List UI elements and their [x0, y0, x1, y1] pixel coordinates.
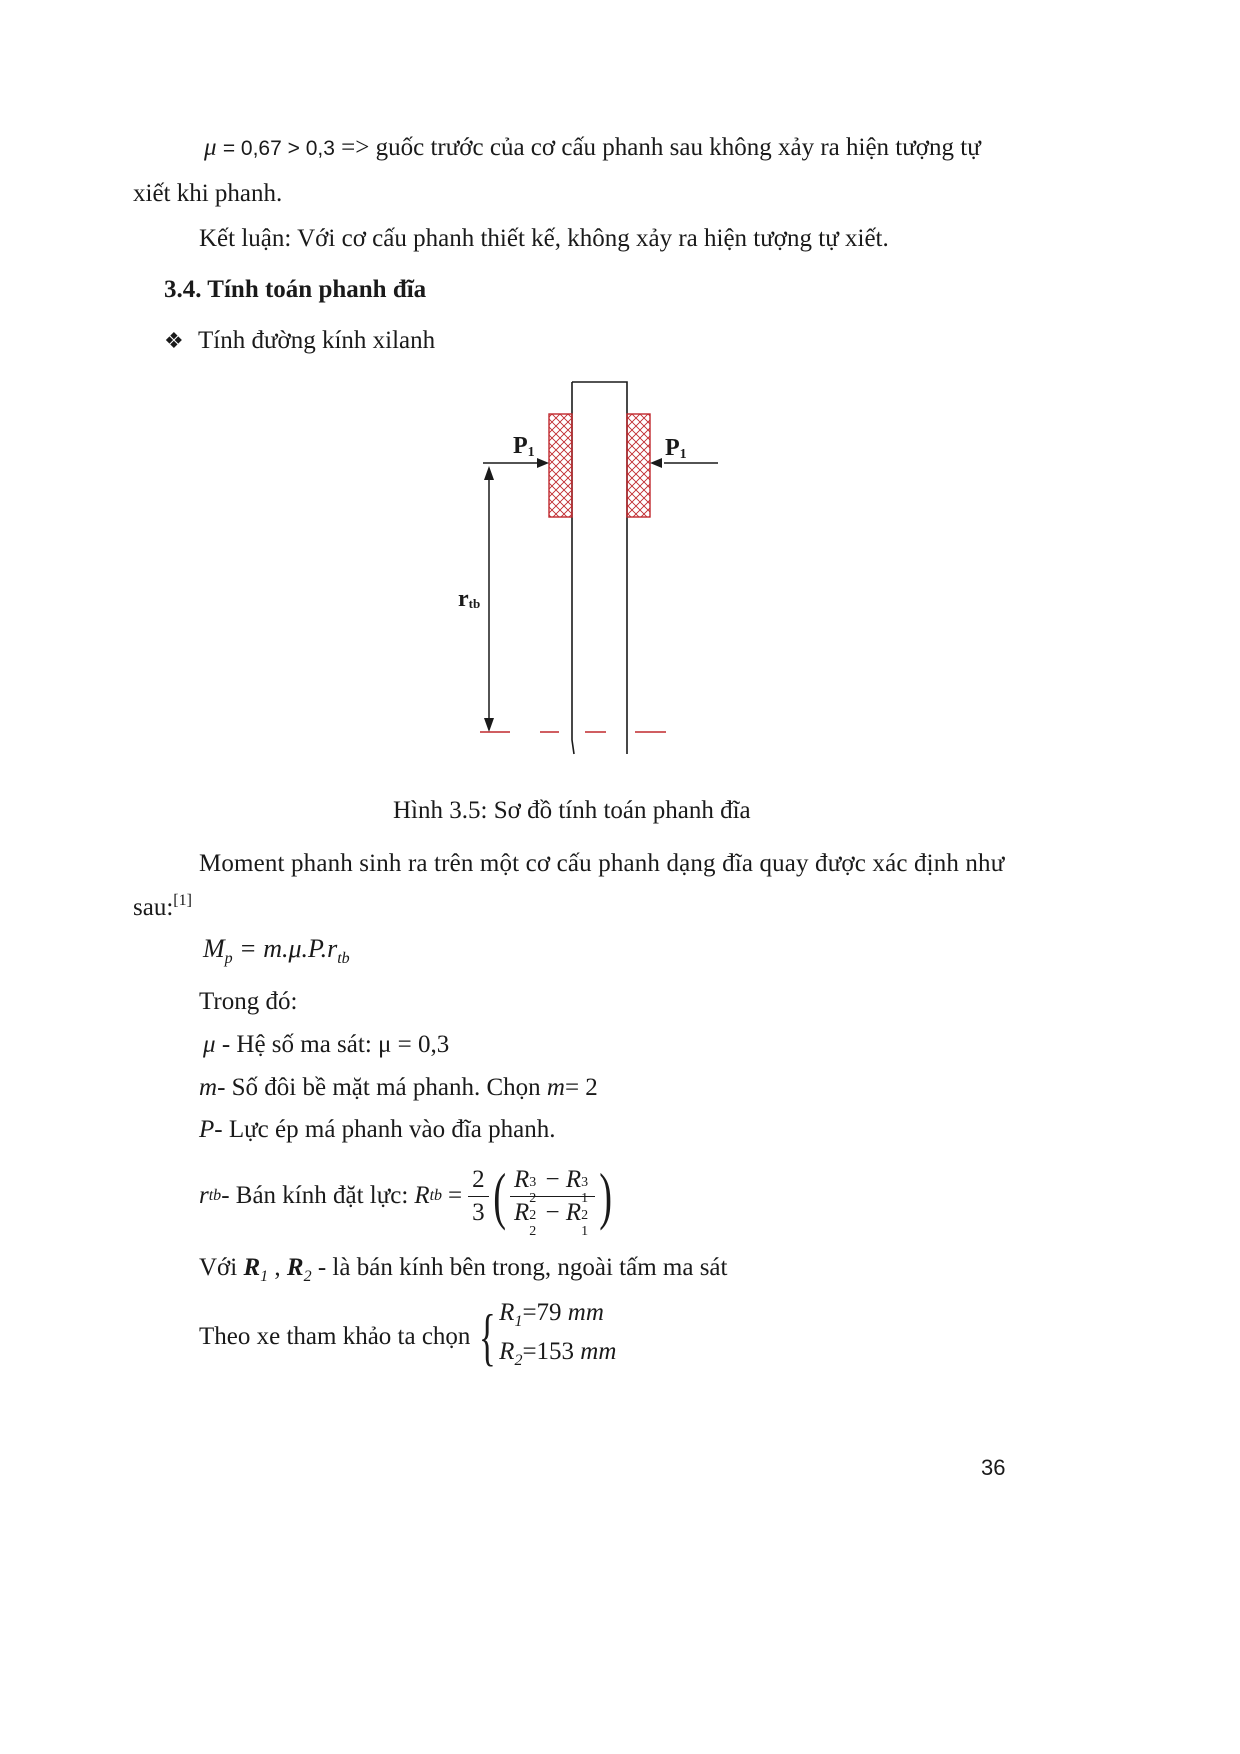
rtb-rparen: ) [599, 1160, 613, 1231]
force-arrow-right [650, 458, 662, 468]
definition-rtb [199, 1160, 616, 1239]
def-m-text: - Số đôi bề mặt má phanh. Chọn [217, 1074, 547, 1101]
brake-pad-right [627, 414, 650, 517]
def-m-symbol: m [199, 1074, 218, 1101]
where-text: Trong đó: [199, 988, 298, 1015]
rtb-ratio-num [510, 1165, 595, 1206]
label-p1-left: P1 [513, 433, 535, 460]
choose-line-brace: { [479, 1301, 497, 1372]
rtb-lparen: ( [492, 1160, 506, 1231]
formula-mp-lhs: M [203, 934, 225, 963]
rtb-den-a-sup: 2 [529, 1207, 537, 1223]
disc-brake-diagram [420, 370, 780, 770]
def-r-symbol-sub: tb [208, 1187, 222, 1204]
with-line-comma: , [268, 1254, 287, 1281]
moment-paragraph-line2 [133, 892, 192, 922]
with-line-pre: Với [199, 1254, 244, 1281]
formula-mp-lhs-sub: p [224, 950, 233, 967]
moment-paragraph-sau: sau: [133, 894, 174, 921]
def-r-symbol: r [199, 1182, 209, 1209]
rtb-formula-R: R [414, 1182, 430, 1209]
choose-value-r1 [499, 1298, 616, 1337]
figure-caption: Hình 3.5: Sơ đồ tính toán phanh đĩa [393, 797, 751, 824]
rtb-den-minus: − [539, 1198, 566, 1226]
rtb-den-b-sup: 2 [581, 1207, 589, 1223]
rtb-formula-eq: = [448, 1182, 463, 1209]
rtb-num-a-sub: 2 [529, 1190, 537, 1206]
def-p-symbol: P [199, 1116, 215, 1143]
choose-r1-sub: 1 [514, 1313, 523, 1330]
rtb-den-a-sub: 2 [529, 1223, 537, 1239]
radius-arrow-bottom [484, 718, 494, 732]
with-line-r1: R [243, 1254, 261, 1281]
definition-mu [203, 1031, 449, 1059]
with-line-text: - là bán kính bên trong, ngoài tấm ma sát [311, 1254, 728, 1281]
rtb-den-b: R [565, 1198, 582, 1226]
def-m-value: = 2 [564, 1074, 598, 1101]
rtb-coef-den: 3 [472, 1198, 485, 1226]
rtb-num-minus: − [539, 1165, 566, 1193]
formula-mp-rhs-sub: tb [337, 950, 350, 967]
rtb-num-b-sup: 3 [581, 1174, 589, 1190]
choose-value-r2 [499, 1337, 616, 1376]
with-line [199, 1254, 727, 1286]
formula-mp [203, 934, 350, 968]
bullet-diamond-icon: ❖ [164, 329, 184, 354]
choose-r1-unit: mm [567, 1299, 604, 1326]
force-arrow-left [537, 458, 549, 468]
label-r-tb: rtb [458, 586, 481, 612]
choose-line [199, 1298, 616, 1376]
mu-comparison-text: => guốc trước của cơ cấu phanh sau không xảy ra hiện tượng tự [341, 134, 981, 161]
with-line-r2: R [286, 1254, 304, 1281]
rtb-den-a: R [513, 1198, 530, 1226]
section-heading: 3.4. Tính toán phanh đĩa [164, 276, 427, 303]
rtb-num-a-sup: 3 [529, 1174, 537, 1190]
choose-r2: R [499, 1338, 515, 1365]
rtb-formula-coef [468, 1166, 489, 1227]
bullet-text: Tính đường kính xilanh [197, 327, 436, 354]
choose-r1: R [499, 1299, 515, 1326]
rtb-den-b-sub: 1 [581, 1223, 589, 1239]
choose-line-text: Theo xe tham khảo ta chọn [199, 1323, 471, 1350]
choose-r2-unit: mm [580, 1338, 617, 1365]
choose-line-values [499, 1298, 616, 1376]
brake-pad-left [549, 414, 572, 517]
moment-paragraph-line1: Moment phanh sinh ra trên một cơ cấu phanh dạng đĩa quay được xác định như [199, 850, 1005, 877]
radius-arrow-top [484, 466, 494, 480]
def-mu-text: - Hệ số ma sát: [215, 1031, 379, 1058]
choose-r2-sub: 2 [514, 1352, 523, 1369]
rtb-num-a: R [513, 1165, 530, 1193]
reference-mark: [1] [173, 892, 192, 909]
def-m-symbol2: m [546, 1074, 565, 1101]
rtb-num-b-sub: 1 [581, 1190, 589, 1206]
rtb-coef-num: 2 [468, 1166, 489, 1197]
rtb-formula-ratio [510, 1165, 595, 1239]
def-mu-value: μ = 0,3 [378, 1031, 450, 1058]
def-p-text: - Lực ép má phanh vào đĩa phanh. [214, 1116, 556, 1143]
choose-r1-val: =79 [522, 1299, 562, 1326]
with-line-r1-sub: 1 [260, 1268, 269, 1285]
definition-p [199, 1116, 556, 1144]
brake-disc [572, 382, 627, 754]
page-number: 36 [981, 1455, 1006, 1480]
label-p1-right: P1 [665, 435, 687, 462]
bullet-item [164, 327, 435, 355]
def-mu-symbol: μ [203, 1031, 216, 1058]
mu-comparison-expr: = 0,67 > 0,3 [222, 137, 335, 160]
mu-comparison-line [204, 134, 981, 162]
rtb-formula-R-sub: tb [429, 1187, 443, 1204]
line2-text: xiết khi phanh. [133, 180, 283, 207]
rtb-formula [414, 1160, 616, 1239]
with-line-r2-sub: 2 [303, 1268, 312, 1285]
mu-symbol: μ [204, 134, 217, 161]
formula-mp-rhs: = m.μ.P.r [239, 934, 338, 963]
definition-m [199, 1074, 598, 1102]
def-r-text: - Bán kính đặt lực: [221, 1182, 409, 1209]
choose-r2-val: =153 [522, 1338, 575, 1365]
rtb-num-b: R [565, 1165, 582, 1193]
conclusion-text: Kết luận: Với cơ cấu phanh thiết kế, không xảy ra hiện tượng tự xiết. [199, 225, 889, 252]
